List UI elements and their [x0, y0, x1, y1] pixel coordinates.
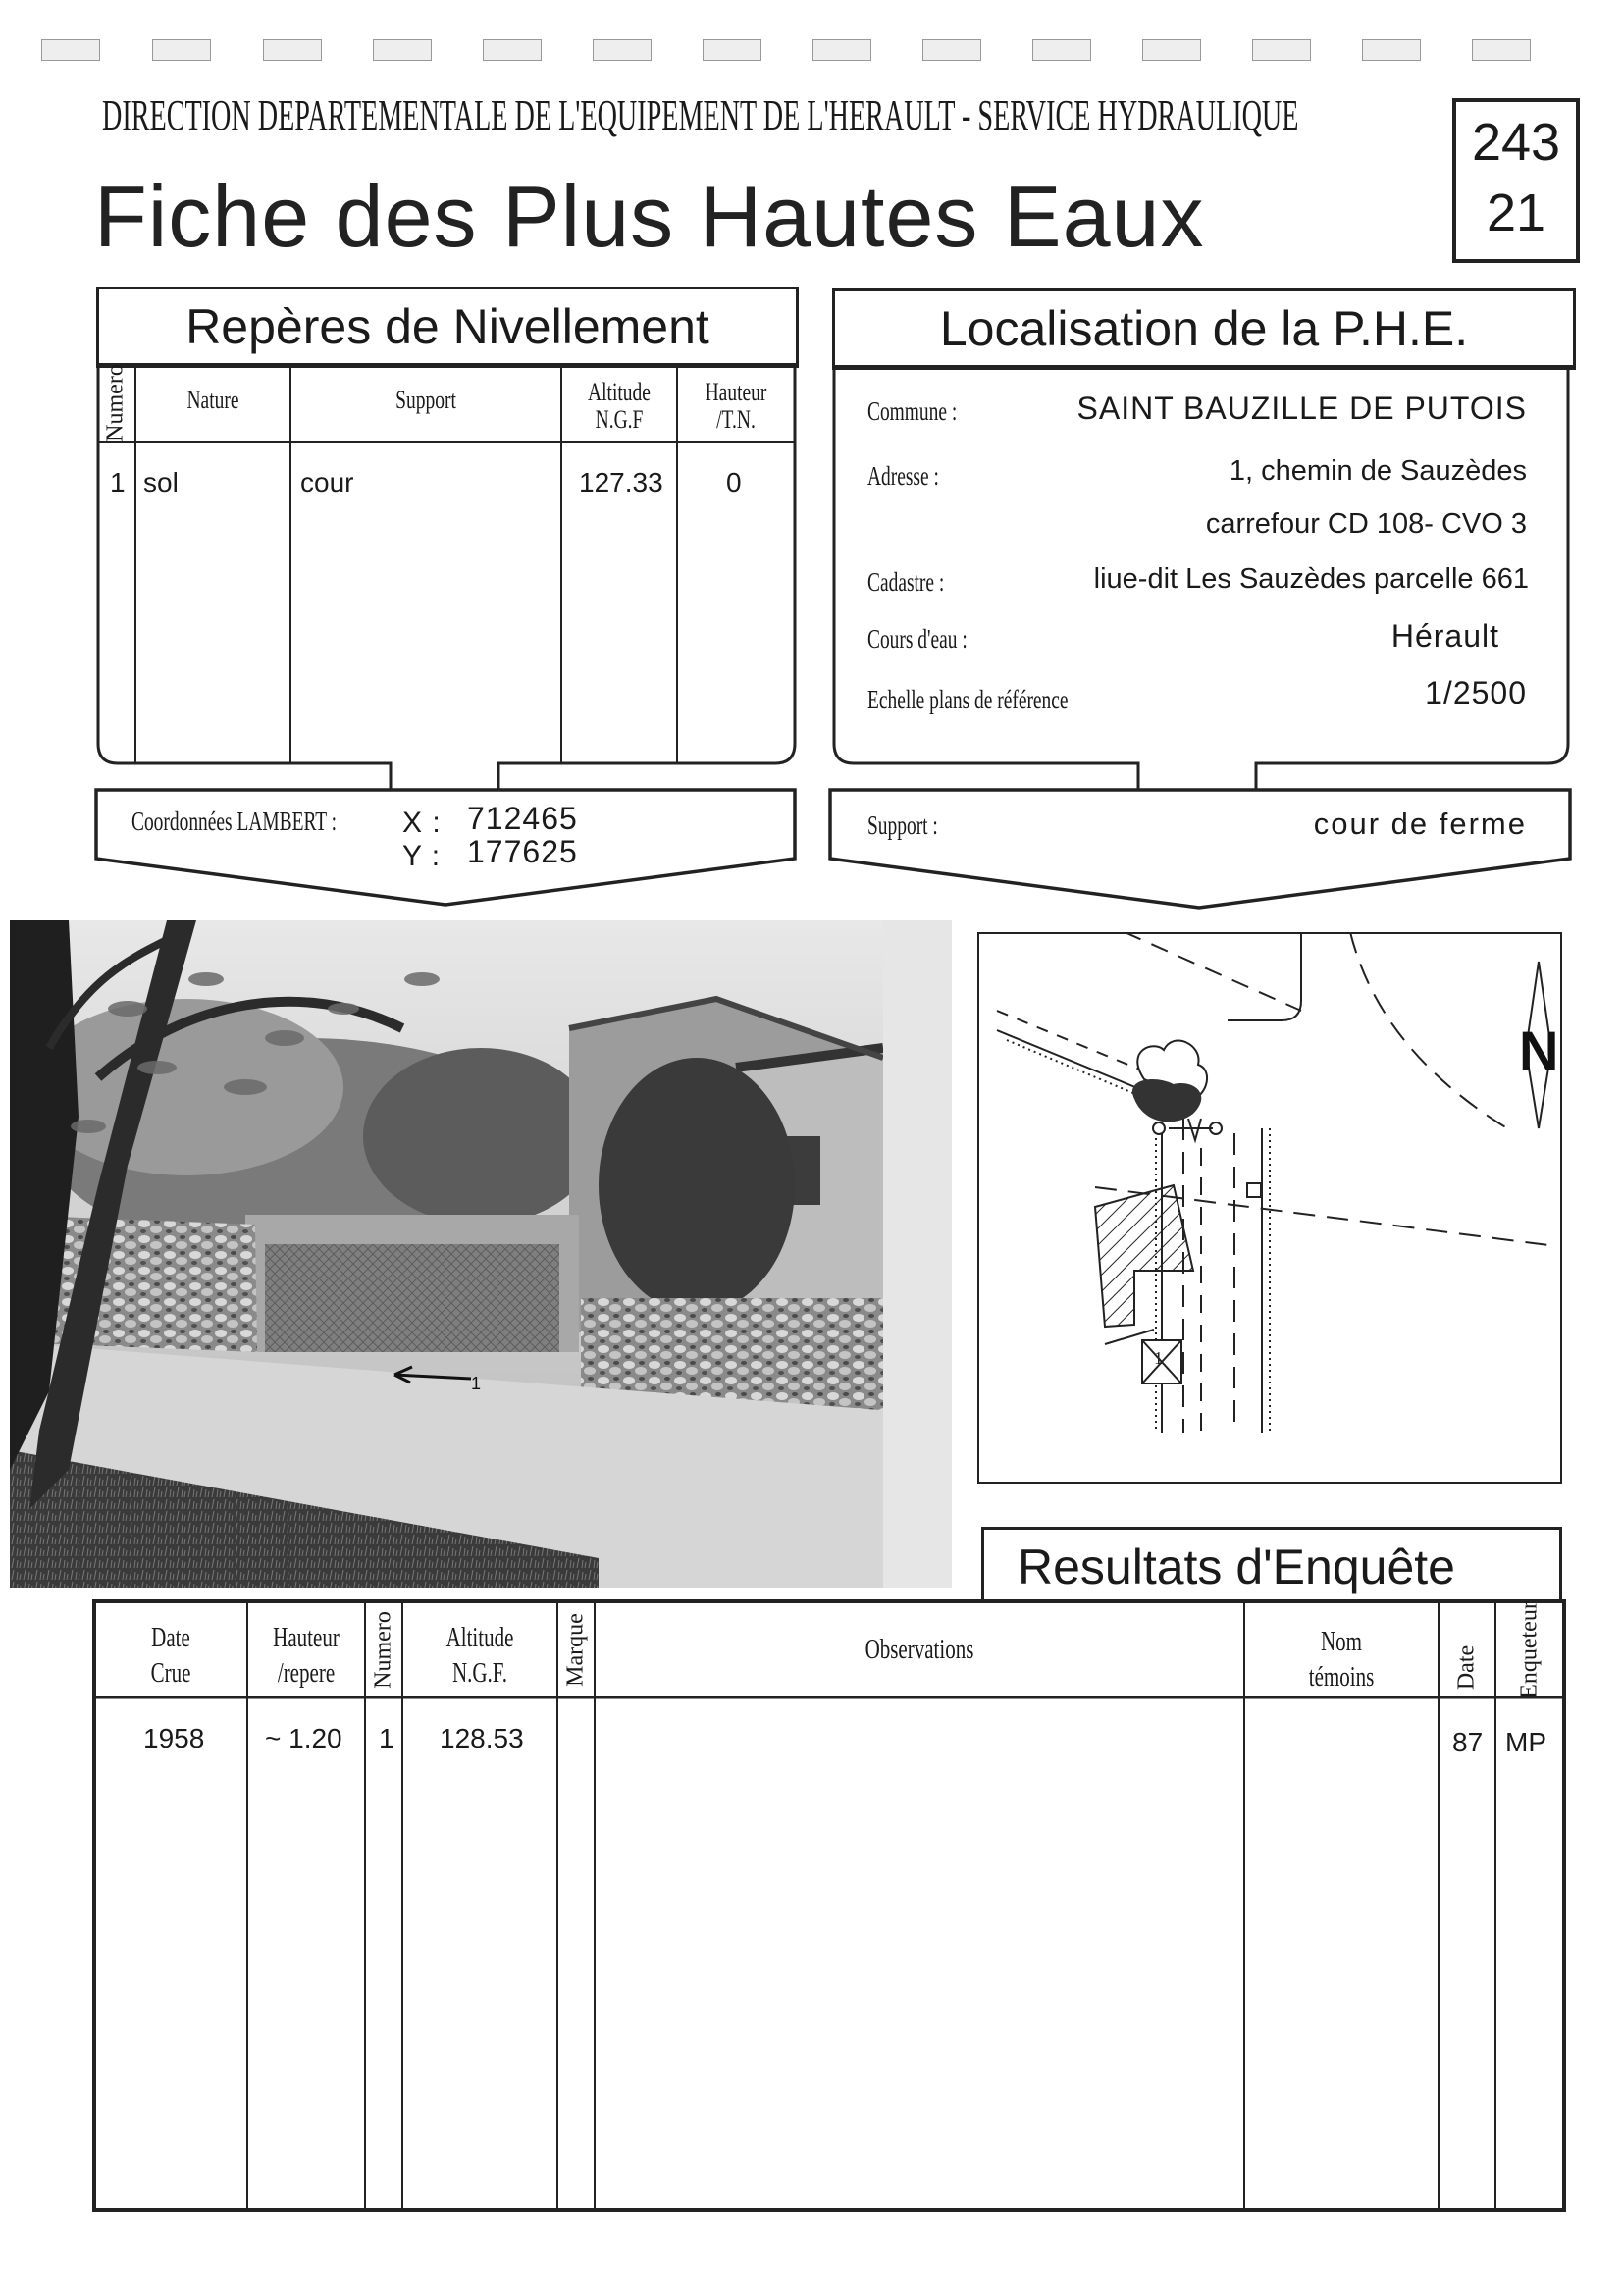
support-label: Support :	[867, 810, 938, 840]
resultats-header-date-crue: Date Crue	[150, 1623, 191, 1689]
reperes-header-altitude: Altitude N.G.F	[588, 378, 651, 434]
resultats-header-numero: Numero	[370, 1611, 396, 1689]
localisation-title: Localisation de la P.H.E.	[832, 288, 1576, 370]
resultats-header-date: Date	[1453, 1644, 1480, 1691]
page-title: Fiche des Plus Hautes Eaux	[94, 168, 1205, 265]
resultats-row-hauteur: ~ 1.20	[265, 1723, 342, 1753]
support-value: cour de ferme	[1313, 807, 1527, 841]
resultats-header-altitude: Altitude N.G.F.	[445, 1623, 514, 1689]
lambert-y-label: Y :	[402, 840, 442, 872]
reperes-row-altitude: 127.33	[579, 467, 663, 497]
commune-label: Commune :	[867, 396, 958, 426]
photo-marker-label: 1	[471, 1374, 482, 1393]
resultats-title: Resultats d'Enquête	[981, 1527, 1562, 1603]
resultats-header-enqueteur: Enqueteur	[1516, 1601, 1543, 1698]
resultats-header-nom-temoins: Nom témoins	[1308, 1627, 1375, 1693]
reperes-row-nature: sol	[143, 467, 179, 497]
reference-sub-number: 21	[1486, 183, 1546, 242]
lambert-y-value: 177625	[467, 834, 578, 869]
cours-eau-value: Hérault	[1390, 618, 1499, 653]
commune-value: SAINT BAUZILLE DE PUTOIS	[1076, 391, 1527, 426]
reperes-header-numero: Numero	[102, 364, 129, 442]
cadastre-value: liue-dit Les Sauzèdes parcelle 661	[1093, 563, 1529, 595]
reperes-row-numero: 1	[110, 467, 126, 497]
reperes-header-support: Support	[395, 386, 456, 414]
adresse-line2: carrefour CD 108- CVO 3	[1205, 508, 1527, 540]
reference-number: 243	[1471, 113, 1561, 172]
resultats-header-hauteur: Hauteur /repere	[273, 1623, 340, 1689]
lambert-x-label: X :	[402, 807, 442, 839]
reperes-header-nature: Nature	[186, 386, 239, 414]
adresse-line1: 1, chemin de Sauzèdes	[1229, 455, 1527, 487]
resultats-row-numero: 1	[379, 1723, 394, 1753]
reperes-header-hauteur: Hauteur /T.N.	[705, 378, 767, 434]
cours-eau-label: Cours d'eau :	[867, 624, 968, 653]
resultats-row-date: 87	[1452, 1727, 1484, 1757]
lambert-label: Coordonnées LAMBERT :	[131, 807, 338, 836]
resultats-row-date-crue: 1958	[143, 1723, 205, 1753]
reperes-row-hauteur: 0	[726, 467, 742, 497]
reperes-row-support: cour	[300, 467, 354, 497]
resultats-row-altitude: 128.53	[440, 1723, 524, 1753]
resultats-row-enqueteur: MP	[1505, 1727, 1546, 1757]
lambert-x-value: 712465	[467, 801, 578, 836]
echelle-label: Echelle plans de référence	[867, 685, 1069, 714]
cadastre-label: Cadastre :	[867, 567, 945, 597]
resultats-header-marque: Marque	[562, 1613, 589, 1687]
echelle-value: 1/2500	[1425, 675, 1527, 710]
adresse-label: Adresse :	[867, 461, 939, 491]
north-label: N	[1519, 1019, 1559, 1081]
plan-marker-label: 1	[1154, 1348, 1163, 1368]
agency-header: DIRECTION DEPARTEMENTALE DE L'EQUIPEMENT DE L'HERAULT - SERVICE HYDRAULIQUE	[102, 91, 1299, 139]
resultats-header-observations: Observations	[864, 1635, 974, 1665]
reperes-title: Repères de Nivellement	[96, 287, 799, 368]
